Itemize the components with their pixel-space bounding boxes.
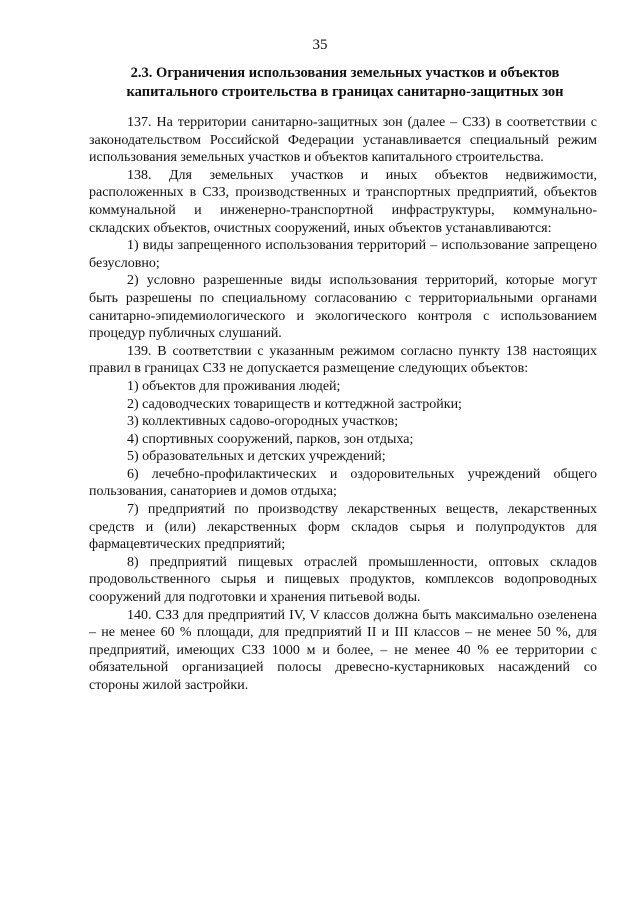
document-body — [89, 114, 597, 695]
list-item: 3) коллективных садово-огородных участков; — [127, 414, 399, 430]
list-item: 4) спортивных сооружений, парков, зон отдыха; — [127, 431, 414, 447]
list-item: 2) садоводческих товариществ и коттеджной застройки; — [127, 396, 462, 412]
list-item: 5) образовательных и детских учреждений; — [127, 449, 386, 465]
paragraph-140: 140. СЗЗ для предприятий IV, V классов должна быть максимально озеленена – не менее 60 % площади, для предприятий II и III классов – не менее 50 %, для предприятий, имеющих СЗЗ 1000 м и более, – не менее 40 % ее территории с обязательной организацией полосы древесно-кустарниковых насаждений со стороны жилой застройки. — [89, 607, 597, 693]
paragraph-138: 138. Для земельных участков и иных объектов недвижимости, расположенных в СЗЗ, производственных и транспортных предприятий, объектов коммунальной и инженерно-транспортной инфраструктуры, коммунально-складских объектов, очистных сооружений, иных объектов устанавливаются: — [89, 167, 597, 236]
list-item: 8) предприятий пищевых отраслей промышленности, оптовых складов продовольственного сырья и пищевых продуктов, комплексов водопроводных сооружений для подготовки и хранения питьевой воды. — [89, 554, 597, 606]
paragraph-139: 139. В соответствии с указанным режимом согласно пункту 138 настоящих правил в границах СЗЗ не допускается размещение следующих объектов: — [89, 343, 597, 377]
page-number: 35 — [312, 37, 328, 53]
list-item: 6) лечебно-профилактических и оздоровительных учреждений общего пользования, санаториев и домов отдыха; — [89, 466, 597, 500]
section-heading: 2.3. Ограничения использования земельных участков и объектов капитального строительства в границах санитарно-защитных зон — [126, 65, 564, 100]
paragraph-137: 137. На территории санитарно-защитных зон (далее – СЗЗ) в соответствии с законодательством Российской Федерации устанавливается специальный режим использования земельных участков и объектов капитального строительства. — [89, 115, 597, 166]
list-item: 1) объектов для проживания людей; — [127, 378, 341, 394]
list-item: 2) условно разрешенные виды использования территорий, которые могут быть разрешены по специальному согласованию с территориальными органами санитарно-эпидемиологического и экологического контроля с использованием процедур публичных слушаний. — [89, 273, 597, 342]
list-item: 7) предприятий по производству лекарственных веществ, лекарственных средств и (или) лекарственных форм складов сырья и полупродуктов для фармацевтических предприятий; — [89, 502, 597, 553]
list-item: 1) виды запрещенного использования территорий – использование запрещено безусловно; — [89, 238, 597, 271]
